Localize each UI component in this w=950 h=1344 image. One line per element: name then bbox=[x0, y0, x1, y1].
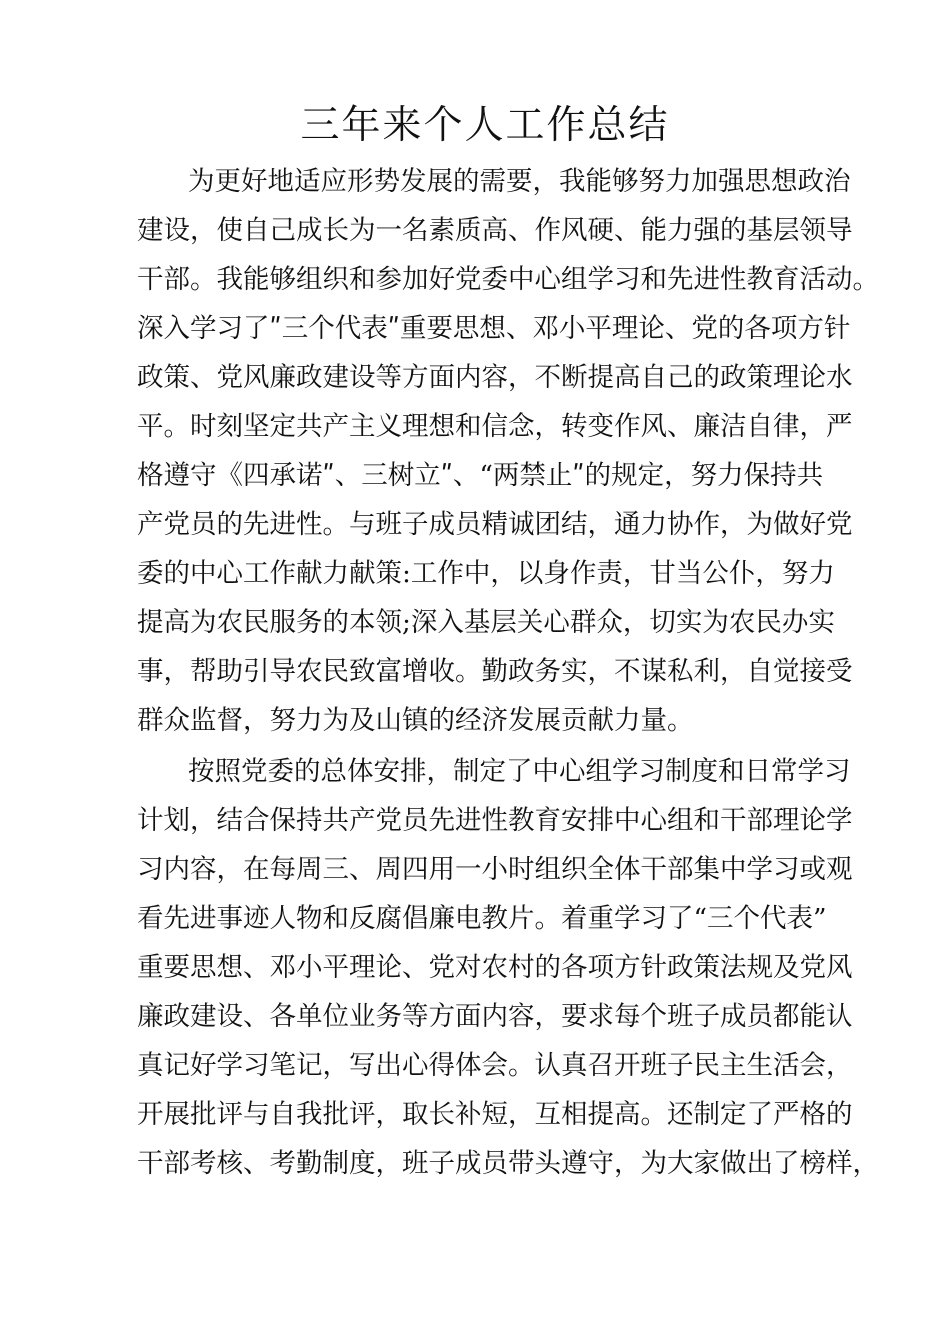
paragraph-1-line-2: 建设，使自己成长为一名素质高、作风硬、能力强的基层领导 bbox=[137, 215, 853, 246]
paragraph-2-line-6: 廉政建设、各单位业务等方面内容，要求每个班子成员都能认 bbox=[137, 1001, 853, 1032]
paragraph-1-line-11: 事，帮助引导农民致富增收。勤政务实，不谋私利，自觉接受 bbox=[137, 656, 853, 687]
paragraph-1-line-7: 格遵守《四承诺ʺ、三树立ʺ、“两禁止ʺ的规定，努力保持共 bbox=[137, 460, 824, 491]
paragraph-1-line-6: 平。时刻坚定共产主义理想和信念，转变作风、廉洁自律，严 bbox=[137, 411, 853, 442]
paragraph-1-line-5: 政策、党风廉政建设等方面内容，不断提高自己的政策理论水 bbox=[137, 362, 853, 393]
paragraph-2-line-5: 重要思想、邓小平理论、党对农村的各项方针政策法规及党风 bbox=[137, 952, 853, 983]
paragraph-2-line-9: 干部考核、考勤制度，班子成员带头遵守，为大家做出了榜样， bbox=[137, 1148, 879, 1179]
paragraph-2-line-8: 开展批评与自我批评，取长补短，互相提高。还制定了严格的 bbox=[137, 1099, 853, 1130]
paragraph-2-line-7: 真记好学习笔记，写出心得体会。认真召开班子民主生活会， bbox=[137, 1050, 853, 1081]
paragraph-2-line-3: 习内容，在每周三、周四用一小时组织全体干部集中学习或观 bbox=[137, 854, 853, 885]
paragraph-1-line-9: 委的中心工作献力献策:工作中，以身作责，甘当公仆，努力 bbox=[137, 558, 835, 589]
paragraph-1-line-4: 深入学习了ʺ三个代表ʺ重要思想、邓小平理论、党的各项方针 bbox=[137, 313, 851, 344]
paragraph-2-line-1: 按照党委的总体安排，制定了中心组学习制度和日常学习 bbox=[188, 756, 851, 787]
paragraph-1-line-1: 为更好地适应形势发展的需要，我能够努力加强思想政治 bbox=[188, 166, 851, 197]
paragraph-2-line-4: 看先进事迹人物和反腐倡廉电教片。着重学习了“三个代表” bbox=[137, 903, 827, 934]
paragraph-1-line-10: 提高为农民服务的本领;深入基层关心群众，切实为农民办实 bbox=[137, 607, 835, 638]
paragraph-2-line-2: 计划，结合保持共产党员先进性教育安排中心组和干部理论学 bbox=[137, 805, 853, 836]
paragraph-1-line-3: 干部。我能够组织和参加好党委中心组学习和先进性教育活动。 bbox=[137, 264, 879, 295]
paragraph-1-line-8: 产党员的先进性。与班子成员精诚团结，通力协作，为做好党 bbox=[137, 509, 853, 540]
document-title: 三年来个人工作总结 bbox=[300, 103, 670, 148]
paragraph-1-line-12: 群众监督，努力为及山镇的经济发展贡献力量。 bbox=[137, 705, 694, 736]
